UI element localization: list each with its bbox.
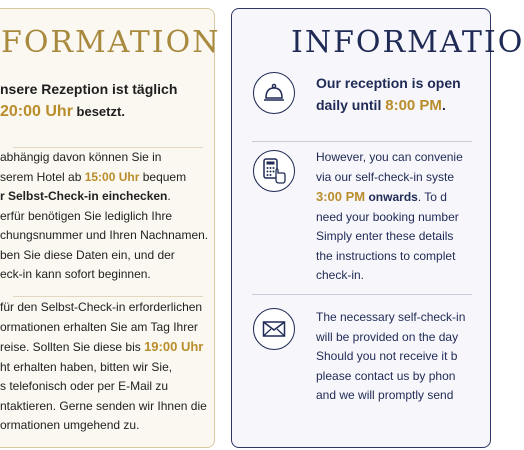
english-reception-line-2 [316,94,450,117]
german-checkin-line-6: ben Sie diese Daten ein, und der [0,247,175,262]
english-reception-line-1: Our reception is open [316,75,461,91]
german-reception-text [0,78,215,123]
german-checkin-line-2-post: bequem [139,169,187,184]
english-checkin-line-3-tail: . To d [417,190,447,204]
english-info-line-4: please contact us by phon [316,368,456,383]
german-reception-line-1: nsere Rezeption ist täglich [0,81,178,97]
german-info-line-4: ht erhalten haben, bitten wir Sie, [0,359,173,374]
english-checkin-line-7: check-in. [316,268,365,282]
german-checkin-line-7: eck-in kann sofort beginnen. [0,267,151,281]
english-checkin-line-3-bold: onwards [365,190,418,204]
english-info-line-3: Should you not receive it b [316,349,458,363]
german-checkin-line-2 [0,168,215,188]
german-info-time: 19:00 Uhr [144,339,204,354]
german-info-line-3 [0,337,215,358]
german-info-line-5: s telefonisch oder per E-Mail zu [0,379,169,393]
english-checkin-line-2: via our self-check-in syste [316,169,455,184]
english-checkin-line-4: need your booking number [316,209,459,224]
english-card-divider-2 [252,294,472,295]
english-checkin-line-3 [316,187,450,208]
german-checkin-line-3-post: . [167,189,171,203]
german-info-line-1: für den Selbst-Check-in erforderlichen [0,300,203,314]
english-card-title: INFORMATIO [291,25,524,60]
german-checkin-line-3-bold: r Selbst-Check-in einchecken [0,189,168,203]
english-reception-text [316,72,461,117]
german-checkin-text [0,148,215,285]
english-reception-time: 8:00 PM [385,97,442,114]
german-reception-line-2 [0,100,215,123]
english-info-line-1: The necessary self-check-in [316,310,466,324]
german-checkin-line-3 [0,187,215,207]
german-checkin-line-4: erfür benötigen Sie lediglich Ihre [0,208,173,223]
german-checkin-line-2-pre: serem Hotel ab [0,169,85,184]
german-info-line-3-pre: reise. Sollten Sie diese bis [0,340,145,354]
keypad-icon [253,150,295,192]
german-checkin-time: 15:00 Uhr [84,169,140,184]
english-card-divider [252,141,472,142]
english-reception-line-2-post: . [441,97,446,113]
english-reception-line-2-pre: daily until [316,97,386,113]
german-info-text [0,298,215,436]
german-card-divider-2 [13,296,203,297]
german-checkin-line-5: chungsnummer und Ihren Nachnamen. [0,228,209,242]
english-checkin-line-5: Simply enter these details [316,229,454,243]
german-info-line-2: ormationen erhalten Sie am Tag Ihrer [0,319,198,334]
german-checkin-line-1: abhängig davon können Sie in [0,150,162,164]
german-info-line-7: ormationen umgehend zu. [0,418,140,432]
german-reception-time: 20:00 Uhr [0,103,73,120]
german-card-title: FORMATION [1,25,221,60]
english-checkin-line-6: the instructions to complet [316,248,456,263]
english-checkin-line-1: However, you can convenie [316,150,463,164]
bell-icon [253,72,295,114]
english-info-text [316,308,466,406]
german-reception-suffix: besetzt. [72,104,125,119]
english-checkin-time: 3:00 PM [316,189,366,204]
german-info-line-6: ntaktieren. Gerne senden wir Ihnen die [0,398,207,413]
english-checkin-text [316,148,463,286]
english-info-line-5: and we will promptly send [316,388,454,402]
english-info-line-2: will be provided on the day [316,329,459,344]
envelope-icon [253,308,295,350]
